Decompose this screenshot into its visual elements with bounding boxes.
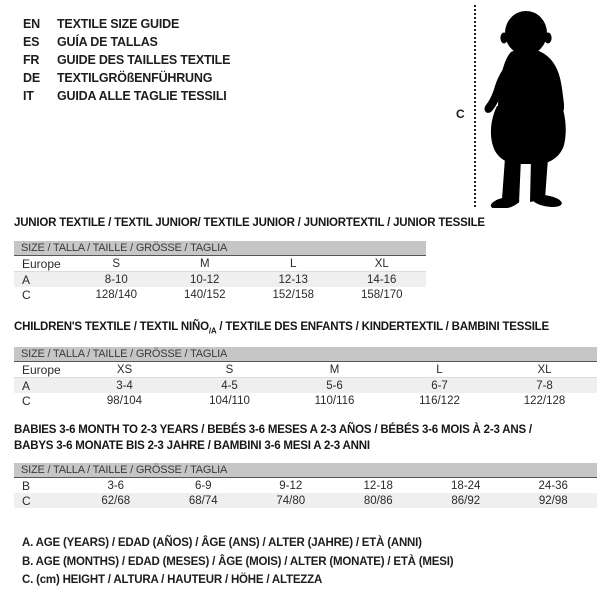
language-row [23, 15, 230, 33]
language-code: ES [23, 35, 40, 49]
section-title-children [14, 319, 549, 339]
section-title-junior: JUNIOR TEXTILE / TEXTIL JUNIOR/ TEXTILE JUNIOR / JUNIORTEXTIL / JUNIOR TESSILE [14, 217, 485, 229]
size-table [14, 478, 597, 508]
height-cell: 158/170 [360, 288, 403, 301]
table-row [14, 378, 597, 394]
footnote-age-months: B. AGE (MONTHS) / EDAD (MESES) / ÂGE (MOIS) / ALTER (MONATE) / ETÀ (MESI) [22, 555, 454, 568]
height-cell: 74/80 [247, 493, 335, 508]
size-cell: L [249, 256, 338, 272]
height-dotted-line [474, 5, 476, 207]
size-cell: L [387, 362, 492, 378]
babies-size-table [14, 463, 597, 508]
age-cell: 12-18 [363, 479, 393, 492]
size-header-bar: SIZE / TALLA / TAILLE / GRÖSSE / TAGLIA [14, 241, 426, 256]
size-cell: XL [492, 362, 597, 378]
size-cell: XS [72, 362, 177, 378]
baby-silhouette-icon [481, 6, 581, 208]
language-label: TEXTILGRÖßENFÜHRUNG [57, 71, 213, 85]
footnotes [22, 534, 453, 590]
height-label-c: C [456, 107, 465, 121]
table-row [14, 478, 597, 493]
height-cell: 116/122 [419, 394, 460, 407]
section-title-subscript: /A [208, 326, 217, 336]
table-row [14, 287, 426, 302]
age-cell: 6-7 [387, 378, 492, 394]
row-label: C [14, 493, 72, 508]
language-code: FR [23, 53, 40, 67]
height-cell: 80/86 [335, 493, 423, 508]
language-row [23, 87, 230, 105]
section-title-babies [14, 422, 532, 454]
row-label: C [22, 287, 31, 302]
footnote-height: C. (cm) HEIGHT / ALTURA / HAUTEUR / HÖHE / ALTEZZA [22, 574, 323, 586]
size-cell: S [72, 256, 161, 272]
age-cell: 4-5 [177, 378, 282, 394]
age-cell: 14-16 [338, 272, 427, 288]
language-label: GUIDA ALLE TAGLIE TESSILI [57, 89, 227, 103]
age-cell: 3-6 [107, 479, 125, 492]
age-cell: 12-13 [249, 272, 338, 288]
row-label: A [14, 272, 72, 288]
height-cell: 92/98 [510, 493, 598, 508]
age-cell: 10-12 [161, 272, 250, 288]
size-header-bar: SIZE / TALLA / TAILLE / GRÖSSE / TAGLIA [14, 463, 597, 478]
language-row [23, 69, 230, 87]
junior-size-table [14, 241, 426, 302]
language-code: DE [23, 71, 40, 85]
language-code: IT [23, 89, 34, 103]
size-table [14, 362, 597, 408]
height-cell: 98/104 [106, 394, 143, 407]
children-size-table [14, 347, 597, 408]
row-label: Europe [14, 362, 72, 378]
size-cell: S [177, 362, 282, 378]
size-cell: M [161, 256, 250, 272]
table-row [14, 493, 597, 508]
height-cell: 128/140 [95, 288, 138, 301]
table-row [14, 362, 597, 378]
age-cell: 24-36 [538, 479, 568, 492]
size-table [14, 256, 426, 302]
size-header-bar: SIZE / TALLA / TAILLE / GRÖSSE / TAGLIA [14, 347, 597, 362]
age-cell: 5-6 [282, 378, 387, 394]
height-cell: 122/128 [523, 394, 566, 407]
row-label: Europe [14, 256, 72, 272]
language-row [23, 51, 230, 69]
height-cell: 140/152 [183, 288, 226, 301]
row-label: A [14, 378, 72, 394]
language-row [23, 33, 230, 51]
section-title-part: CHILDREN'S TEXTILE / TEXTIL NIÑO [14, 321, 209, 333]
footnote-age-years: A. AGE (YEARS) / EDAD (AÑOS) / ÂGE (ANS) / ALTER (JAHRE) / ETÀ (ANNI) [22, 537, 422, 549]
height-cell: 152/158 [272, 288, 315, 301]
height-cell: 104/110 [209, 394, 250, 407]
height-cell: 68/74 [160, 493, 248, 508]
age-cell: 7-8 [492, 378, 597, 394]
table-row [14, 393, 597, 408]
row-label: B [22, 478, 31, 493]
height-cell: 110/116 [314, 394, 355, 407]
size-cell: M [282, 362, 387, 378]
language-label: TEXTILE SIZE GUIDE [57, 17, 180, 31]
size-cell: XL [338, 256, 427, 272]
row-label: C [22, 393, 31, 408]
age-cell: 6-9 [194, 479, 212, 492]
section-title-line: BABIES 3-6 MONTH TO 2-3 YEARS / BEBÉS 3-6 MESES A 2-3 AÑOS / BÉBÉS 3-6 MOIS À 2-3 ANS / [14, 424, 532, 436]
table-row [14, 272, 426, 288]
language-code: EN [23, 17, 40, 31]
age-cell: 3-4 [72, 378, 177, 394]
table-row [14, 256, 426, 272]
age-cell: 9-12 [279, 479, 303, 492]
section-title-line: BABYS 3-6 MONATE BIS 2-3 JAHRE / BAMBINI 3-6 MESI A 2-3 ANNI [14, 440, 370, 452]
age-cell: 8-10 [72, 272, 161, 288]
height-cell: 86/92 [422, 493, 510, 508]
language-list [23, 15, 230, 105]
age-cell: 18-24 [451, 479, 481, 492]
section-title-part: / TEXTILE DES ENFANTS / KINDERTEXTIL / BAMBINI TESSILE [216, 321, 549, 333]
language-label: GUIDE DES TAILLES TEXTILE [57, 53, 231, 67]
language-label: GUÍA DE TALLAS [57, 35, 158, 49]
height-cell: 62/68 [72, 493, 160, 508]
